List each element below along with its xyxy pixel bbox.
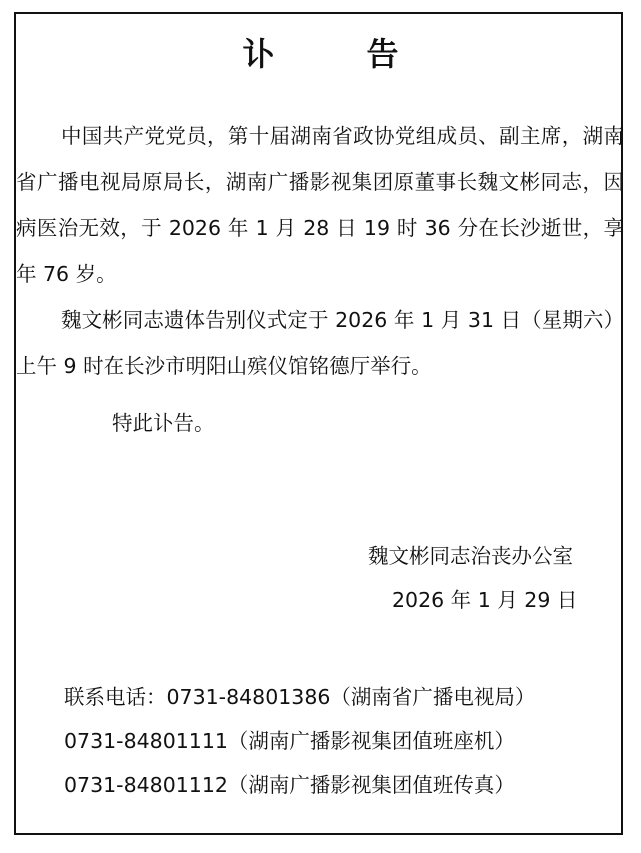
notice-body bbox=[16, 113, 624, 389]
contact-block bbox=[64, 675, 535, 807]
signature-organization: 魏文彬同志治丧办公室 bbox=[368, 544, 573, 568]
closing-text: 特此讣告。 bbox=[112, 411, 215, 435]
notice-title: 讣 告 bbox=[242, 35, 429, 73]
notice-frame bbox=[14, 12, 623, 835]
paragraph-announcement: 中国共产党党员，第十届湖南省政协党组成员、副主席，湖南省广播电视局原局长，湖南广播影视集团原董事长魏文彬同志，因病医治无效，于 2026 年 1 月 28 日 19 时 36 分在长沙逝世，享年 76 岁。 bbox=[16, 124, 624, 286]
signature-date: 2026 年 1 月 29 日 bbox=[392, 588, 578, 612]
contact-line-3: 0731-84801112（湖南广播影视集团值班传真） bbox=[64, 773, 515, 797]
contact-line-2: 0731-84801111（湖南广播影视集团值班座机） bbox=[64, 729, 515, 753]
paragraph-farewell-ceremony: 魏文彬同志遗体告别仪式定于 2026 年 1 月 31 日（星期六）上午 9 时在长沙市明阳山殡仪馆铭德厅举行。 bbox=[16, 308, 624, 378]
contact-line-1: 联系电话：0731-84801386（湖南省广播电视局） bbox=[64, 685, 536, 709]
